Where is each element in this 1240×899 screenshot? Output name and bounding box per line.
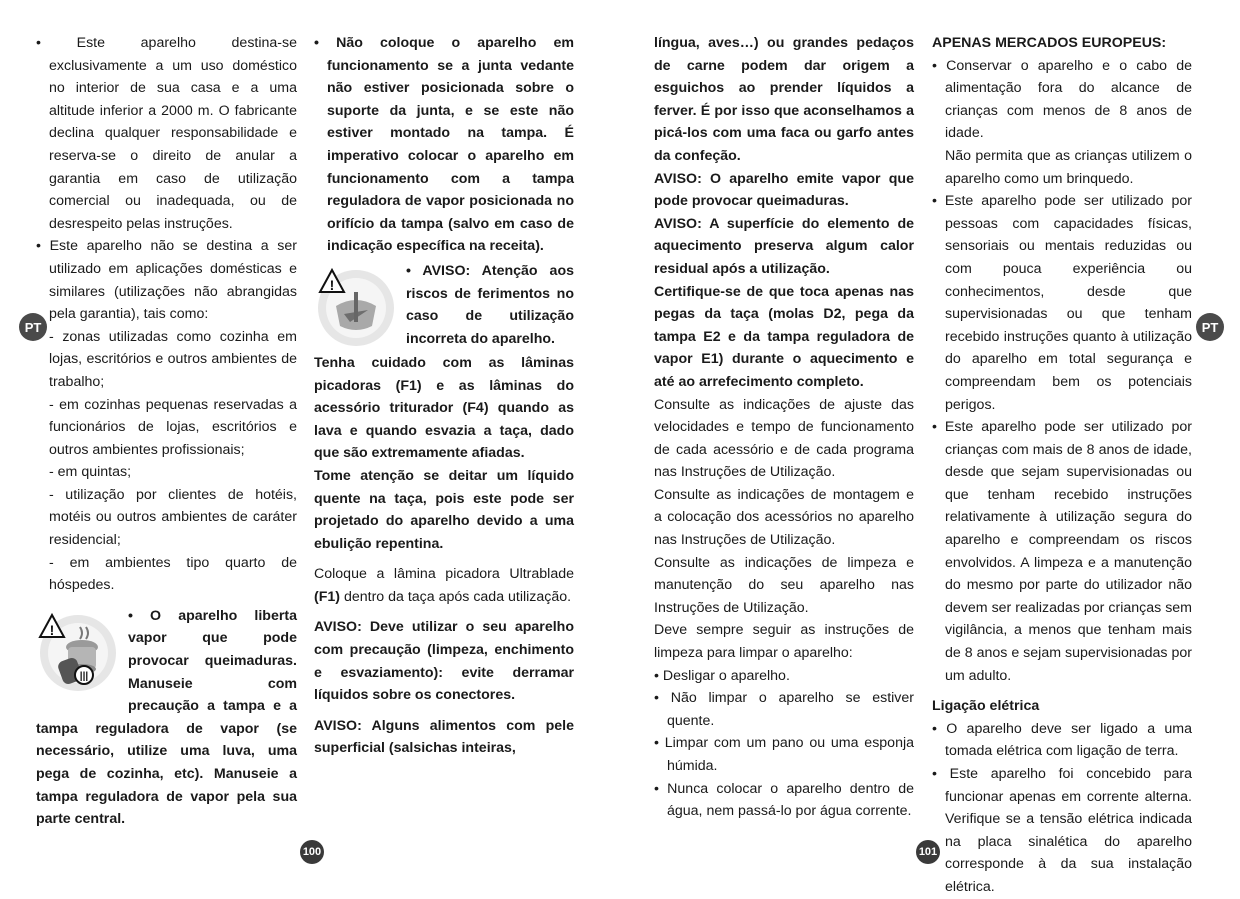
ultrablade-instruction (314, 563, 574, 608)
sub-item-guest-rooms: - em ambientes tipo quarto de hóspedes. (49, 554, 297, 594)
bullet-children-8: • Este aparelho pode ser utilizado por crianças com mais de 8 anos de idade, desde que sejam supervisionadas ou que tenham recebido instruções relativamente à utilização segura do aparelho e compreendam os riscos envolvidos. A limpeza e a manutenção do mesmo por parte do utilizador não devem ser realizadas por crianças sem vigilância, a menos que tenham mais de 8 anos e sejam supervisionadas por um adulto. (932, 419, 1192, 684)
bullet-earthed-socket: • O aparelho deve ser ligado a uma tomada elétrica com ligação de terra. (932, 720, 1192, 760)
steam-warning-text: • O aparelho liberta vapor que pode provocar queimaduras. Manuseie com precaução a tampa e a tampa reguladora de vapor (se necessário, utilize uma luva, uma pega de cozinha, etc). Manuseie a tampa reguladora de vapor pela sua parte central. (36, 607, 297, 828)
ultrablade-text-b: dentro da taça após cada utilização. (340, 588, 572, 605)
sub-item-shops: - zonas utilizadas como cozinha em lojas, escritórios e outros ambientes de trabalho; (49, 328, 297, 390)
bullet-reduced-capacity: • Este aparelho pode ser utilizado por pessoas com capacidades físicas, sensoriais ou mentais reduzidas ou com pouca experiência ou conhecimentos, desde que supervisionadas ou que tenham recebido instruções quanto à utilização do aparelho em total segurança e compreendam bem os potenciais perigos. (932, 193, 1192, 413)
cleaning-step-unplug: • Desligar o aparelho. (654, 667, 790, 684)
children-toy-note: Não permita que as crianças utilizem o aparelho como um brinquedo. (945, 147, 1192, 187)
hot-liquid-caution: Tome atenção se deitar um líquido quente na taça, pois este pode ser projetado do aparelho devido a uma ebulição repentina. (314, 467, 574, 552)
column-2 (314, 32, 574, 760)
svg-text:|||: ||| (79, 670, 89, 682)
electrical-heading: Ligação elétrica (932, 698, 1040, 715)
eu-markets-heading: APENAS MERCADOS EUROPEUS: (932, 35, 1167, 51)
sub-item-kitchens: - em cozinhas pequenas reservadas a funcionários de lojas, escritórios e outros ambientes profissionais; (49, 396, 297, 458)
cleaning-step-cloth: • Limpar com um pano ou uma esponja húmida. (654, 735, 914, 774)
cleaning-instructions-intro: Deve sempre seguir as instruções de limpeza para limpar o aparelho: (654, 622, 914, 662)
foods-skin-warning: AVISO: Alguns alimentos com pele superficial (salsichas inteiras, (314, 717, 574, 757)
cleaning-step-no-water: • Nunca colocar o aparelho dentro de água, nem passá-lo por água corrente. (654, 780, 914, 820)
column-1 (36, 32, 297, 831)
sub-item-farms: - em quintas; (49, 464, 132, 481)
ultrablade-code: (F1) (314, 588, 341, 605)
steam-burn-warning: AVISO: O aparelho emite vapor que pode provocar queimaduras. (654, 170, 914, 210)
column-4 (932, 32, 1192, 899)
injury-warning-text: • AVISO: Atenção aos riscos de ferimentos no caso de utilização incorreta do aparelho. (406, 262, 574, 347)
language-tag-right: PT (1196, 313, 1224, 341)
foods-skin-continued: língua, aves…) ou grandes pedaços de carne podem dar origem a esguichos ao prender líquidos a ferver. É por isso que aconselhamos a picá-los com uma faca ou garfo antes da confeção. (654, 35, 914, 164)
residual-heat-warning: AVISO: A superfície do elemento de aquecimento preserva algum calor residual após a utilização. (654, 215, 914, 277)
bullet-children-cord: • Conservar o aparelho e o cabo de alimentação fora do alcance de crianças com menos de 8 anos de idade. (932, 57, 1192, 142)
svg-text:!: ! (329, 276, 335, 293)
ultrablade-text-a: Coloque a lâmina picadora Ultrablade (314, 566, 574, 583)
page-number-left: 100 (300, 840, 324, 864)
svg-text:!: ! (49, 621, 55, 638)
handles-warning: Certifique-se de que toca apenas nas pegas da taça (molas D2, pega da tampa E2 e da tampa reguladora de vapor E1) durante o aquecimento e até ao arrefecimento completo. (654, 283, 914, 390)
language-tag-left: PT (19, 313, 47, 341)
cleaning-step-not-hot: • Não limpar o aparelho se estiver quente. (654, 690, 914, 729)
blades-caution: Tenha cuidado com as lâminas picadoras (F1) e as lâminas do acessório triturador (F4) quando as lava e quando esvazia a taça, dado que são extremamente afiadas. (314, 354, 574, 462)
connectors-warning: AVISO: Deve utilizar o seu aparelho com precaução (limpeza, enchimento e esvaziamento): evite derramar líquidos sobre os conectores. (314, 619, 574, 704)
column-3 (654, 32, 914, 823)
cleaning-note: Consulte as indicações de limpeza e manutenção do seu aparelho nas Instruções de Utilização. (654, 554, 914, 616)
steam-hazard-icon (36, 609, 120, 695)
sub-item-hotels: - utilização por clientes de hotéis, motéis ou outros ambientes de caráter residencial; (49, 486, 297, 549)
page-number-right: 101 (916, 840, 940, 864)
bullet-alternating-current: • Este aparelho foi concebido para funcionar apenas em corrente alterna. Verifique se a tensão elétrica indicada na placa sinalética do aparelho corresponde à da sua instalação elétrica. (932, 766, 1192, 895)
bullet-seal-warning: • Não coloque o aparelho em funcionamento se a junta vedante não estiver posicionada sobre o suporte da junta, e se este não estiver montado na tampa. É imperativo colocar o aparelho em funcionamento com a tampa reguladora de vapor posicionada no orifício da tampa (salvo em caso de indicação específica na receita). (314, 35, 574, 255)
bullet-not-intended: • Este aparelho não se destina a ser utilizado em aplicações domésticas e similares (utilizações não abrangidas pela garantia), tais como: (36, 238, 297, 323)
assembly-note: Consulte as indicações de montagem e a colocação dos acessórios no aparelho nas Instruções de Utilização. (654, 486, 914, 549)
bullet-domestic-use: • Este aparelho destina-se exclusivamente a um uso doméstico no interior de sua casa e a uma altitude inferior a 2000 m. O fabricante declina qualquer responsabilidade e reserva-se o direito de anular a garantia em caso de utilização comercial ou inadequada, ou de desrespeito pelas instruções. (36, 35, 297, 232)
speed-settings-note: Consulte as indicações de ajuste das velocidades e tempo de funcionamento de cada acessório e de cada programa nas Instruções de Utilização. (654, 396, 914, 481)
blade-hazard-icon (314, 264, 398, 350)
